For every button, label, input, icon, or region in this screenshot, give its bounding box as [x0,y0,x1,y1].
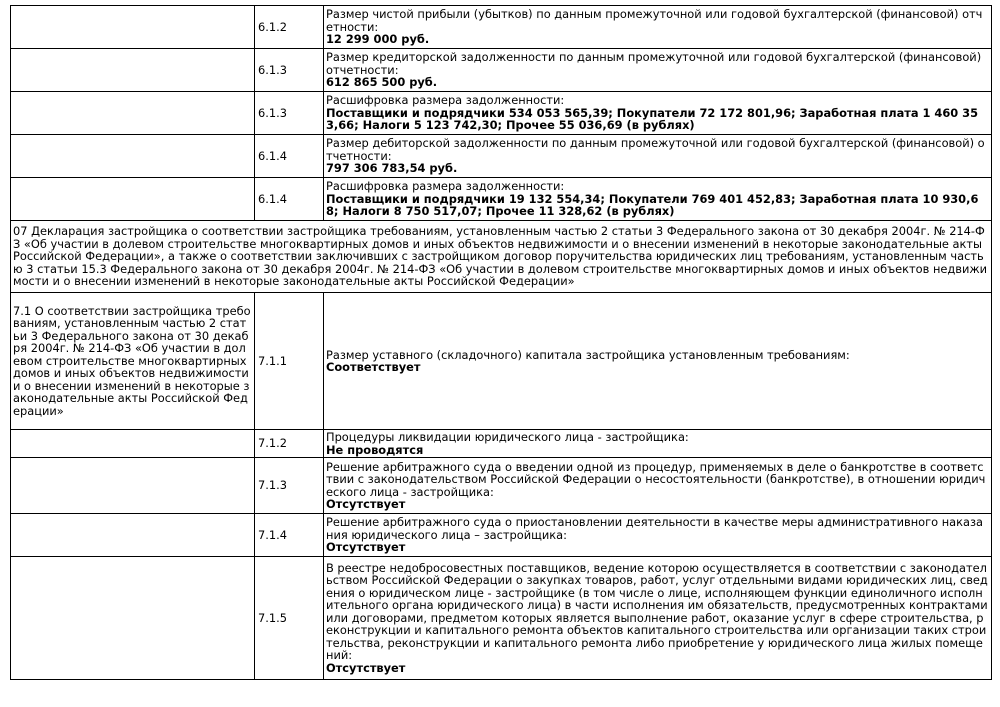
section-07-heading: 07 Декларация застройщика о соответствии застройщика требованиям, установленным частью 2 статьи 3 Федерального закона от 30 декабря 2004г. № 214-ФЗ «Об участии в долевом строительстве многоквартирных домов и иных объектов недвижимости и о внесении изменений в некоторые законодательные акты Российской Федерации», а также о соответствии заключивших с застройщиком договор поручительства юридических лиц требованиям, установленным частью 3 статьи 15.3 Федерального закона от 30 декабря 2004г. № 214-ФЗ «Об участии в долевом строительстве многоквартирных домов и иных объектов недвижимости и о внесении изменений в некоторые законодательные акты Российской Федерации» [11,221,992,293]
item-number: 7.1.3 [255,458,324,514]
item-label: Решение арбитражного суда о введении одной из процедур, применяемых в деле о банкротстве в соответствии с законодательством Российской Федерации о несостоятельности (банкротстве), в отношении юридического лица - застройщика: [326,459,986,499]
declaration-table [10,5,992,680]
section-71-heading: 7.1 О соответствии застройщика требованиям, установленным частью 2 статьи 3 Федерального закона от 30 декабря 2004г. № 214-ФЗ «Об участии в долевом строительстве многоквартирных домов и иных объектов недвижимости и о внесении изменений в некоторые законодательные акты Российской Федерации» [11,293,255,430]
item-content [324,557,992,680]
item-content [324,92,992,135]
table-row [11,458,992,514]
item-content [324,6,992,49]
item-value: Отсутствует [326,660,406,675]
table-row [11,557,992,680]
item-content [324,135,992,178]
item-value: Поставщики и подрядчики 534 053 565,39; Покупатели 72 172 801,96; Заработная плата 1 460 353,66; Налоги 5 123 742,30; Прочее 55 036,69 (в рублях) [326,105,979,133]
item-label: Решение арбитражного суда о приостановлении деятельности в качестве меры административного наказания юридического лица – застройщика: [326,515,984,542]
item-value: 12 299 000 руб. [326,32,430,47]
item-label: В реестре недобросовестных поставщиков, ведение которою осуществляется в соответствии с законодательством Российской Федерации о закупках товаров, работ, услуг отдельными видами юридических лиц, сведения о юридическом лице - застройщике (в том числе о лице, исполняющем функции единоличного исполнительного органа юридического лица) в части исполнения им обязательств, предусмотренных контрактами или договорами, предметом которых является выполнение работ, оказание услуг в сфере строительства, реконструкции и капитального ремонта объектов капитального строительства или организации таких строительства, реконструкции и капитального ремонта либо приобретение у юридического лица жилых помещений: [326,560,988,663]
item-content [324,293,992,430]
item-content [324,514,992,557]
item-label: Размер уставного (складочного) капитала застройщика установленным требованиям: [326,347,850,362]
item-value: Отсутствует [326,540,406,555]
item-content [324,430,992,458]
item-number: 6.1.4 [255,135,324,178]
table-row [11,135,992,178]
section-row [11,221,992,293]
item-content [324,458,992,514]
item-label: Расшифровка размера задолженности: [326,93,565,108]
item-value: Не проводятся [326,442,424,457]
item-number: 7.1.2 [255,430,324,458]
item-label: Размер чистой прибыли (убытков) по данным промежуточной или годовой бухгалтерской (финансовой) отчетности: [326,7,983,34]
item-number: 6.1.4 [255,178,324,221]
item-content [324,49,992,92]
item-number: 6.1.3 [255,92,324,135]
item-value: 612 865 500 руб. [326,75,438,90]
table-row [11,92,992,135]
item-label: Размер дебиторской задолженности по данным промежуточной или годовой бухгалтерской (финансовой) отчетности: [326,136,985,163]
item-label: Процедуры ликвидации юридического лица - застройщика: [326,430,689,444]
item-number: 6.1.3 [255,49,324,92]
table-row [11,178,992,221]
item-value: Отсутствует [326,497,406,511]
item-number: 7.1.5 [255,557,324,680]
item-value: 797 306 783,54 руб. [326,161,458,176]
table-row [11,6,992,49]
item-number: 7.1.4 [255,514,324,557]
item-number: 7.1.1 [255,293,324,430]
item-value: Поставщики и подрядчики 19 132 554,34; Покупатели 769 401 452,83; Заработная плата 10 930,68; Налоги 8 750 517,07; Прочее 11 328,62 (в рублях) [326,191,979,219]
item-label: Расшифровка размера задолженности: [326,179,565,194]
item-value: Соответствует [326,360,421,374]
item-number: 6.1.2 [255,6,324,49]
item-content [324,178,992,221]
table-row [11,293,992,430]
table-row [11,49,992,92]
table-row [11,430,992,458]
item-label: Размер кредиторской задолженности по данным промежуточной или годовой бухгалтерской (финансовой) отчетности: [326,50,982,77]
table-row [11,514,992,557]
